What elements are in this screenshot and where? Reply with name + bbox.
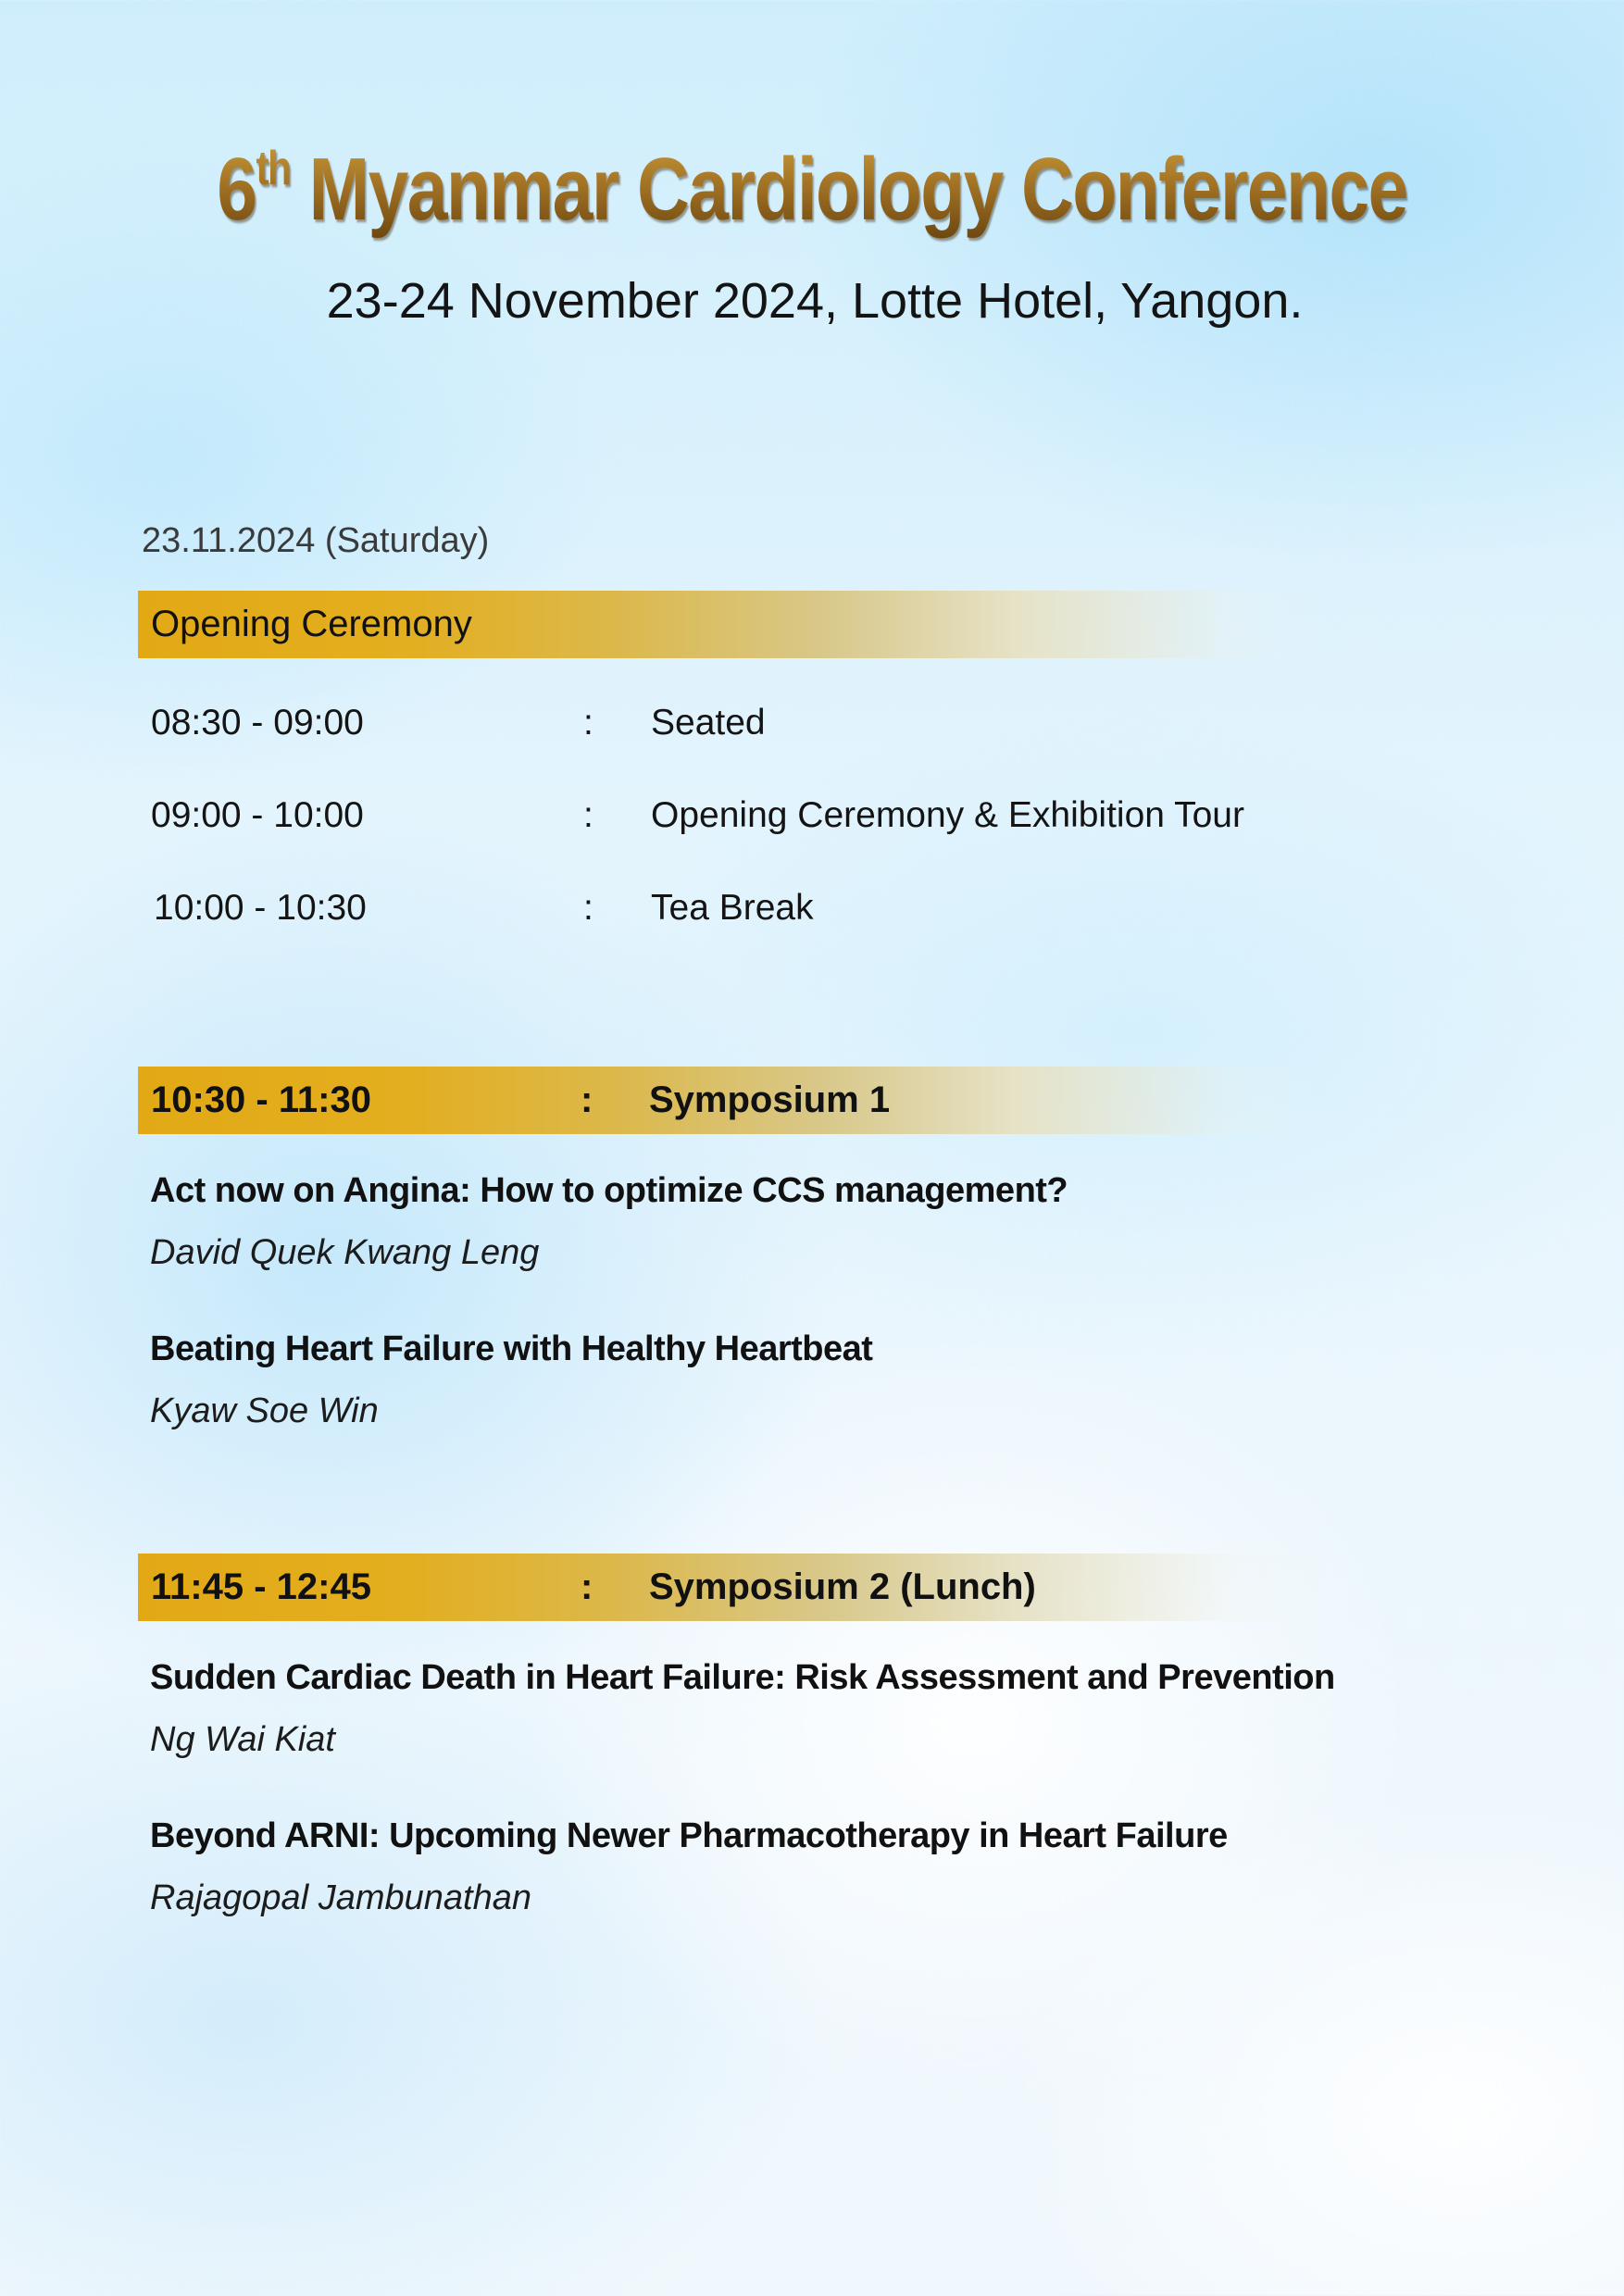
- schedule-time: 10:00 - 10:30: [154, 888, 367, 928]
- schedule-time: 09:00 - 10:00: [151, 795, 364, 835]
- talk-speaker: Ng Wai Kiat: [150, 1720, 335, 1759]
- schedule-separator: :: [583, 795, 593, 835]
- schedule-time: 08:30 - 09:00: [151, 703, 364, 742]
- title-text: Myanmar Cardiology Conference: [308, 140, 1407, 239]
- session-label: Symposium 2 (Lunch): [649, 1566, 1036, 1607]
- talk-title: Sudden Cardiac Death in Heart Failure: Risk Assessment and Prevention: [150, 1658, 1335, 1697]
- schedule-event: Seated: [651, 703, 766, 742]
- talk-speaker: Rajagopal Jambunathan: [150, 1878, 531, 1917]
- schedule-separator: :: [583, 703, 593, 742]
- symposium-2-bar: [138, 1554, 1323, 1621]
- session-time: 11:45 - 12:45: [151, 1566, 371, 1607]
- talk-title: Beyond ARNI: Upcoming Newer Pharmacotherapy in Heart Failure: [150, 1816, 1228, 1855]
- symposium-1-bar: [138, 1067, 1323, 1134]
- talk-title: Beating Heart Failure with Healthy Heartbeat: [150, 1329, 873, 1368]
- day-date: 23.11.2024 (Saturday): [142, 521, 490, 560]
- title-ordinal: 6: [217, 140, 256, 239]
- schedule-event: Tea Break: [651, 888, 814, 928]
- session-separator: :: [581, 1079, 593, 1120]
- schedule-row: [151, 700, 1355, 746]
- session-label: Symposium 1: [649, 1079, 891, 1120]
- conference-title: [146, 139, 1478, 241]
- talk-title: Act now on Angina: How to optimize CCS management?: [150, 1171, 1068, 1210]
- opening-ceremony-bar: [138, 591, 1323, 658]
- conference-subtitle: 23-24 November 2024, Lotte Hotel, Yangon.: [326, 273, 1304, 329]
- schedule-event: Opening Ceremony & Exhibition Tour: [651, 795, 1244, 835]
- talk-speaker: David Quek Kwang Leng: [150, 1233, 540, 1272]
- schedule-row: [151, 885, 1355, 931]
- opening-ceremony-title: Opening Ceremony: [151, 604, 472, 644]
- session-time: 10:30 - 11:30: [151, 1079, 371, 1120]
- session-separator: :: [581, 1566, 593, 1607]
- schedule-separator: :: [583, 888, 593, 928]
- title-ordinal-suffix: th: [256, 142, 291, 195]
- talk-speaker: Kyaw Soe Win: [150, 1391, 379, 1430]
- schedule-row: [151, 792, 1355, 839]
